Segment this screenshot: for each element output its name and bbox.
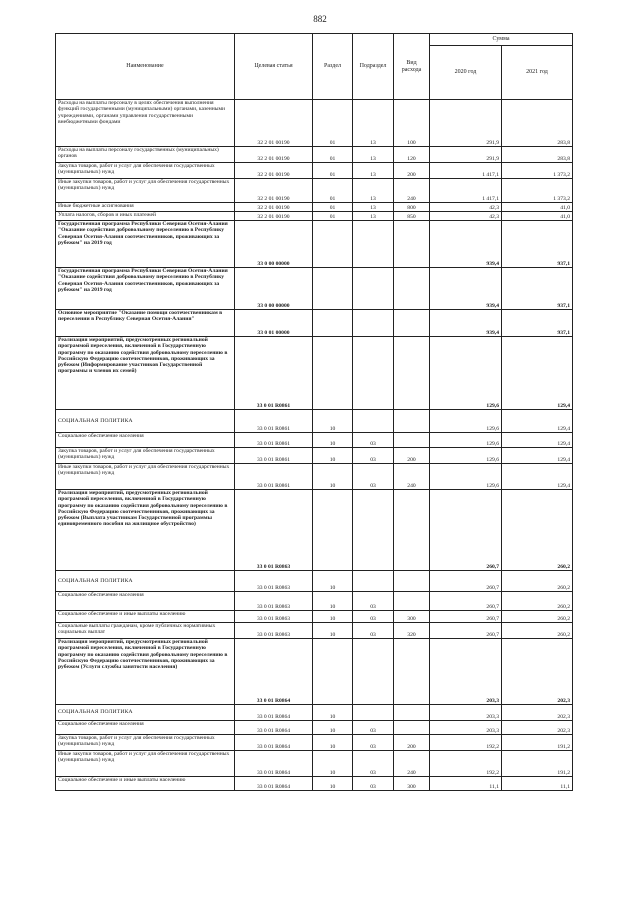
row-subsection	[353, 268, 394, 310]
row-expense-type: 200	[394, 163, 430, 179]
table-row	[56, 212, 573, 221]
row-subsection: 03	[353, 721, 394, 735]
header-year-2020: 2020 год	[430, 46, 502, 100]
row-name: СОЦИАЛЬНАЯ ПОЛИТИКА	[56, 410, 235, 433]
row-name: Закупка товаров, работ и услуг для обеспечения государственных (муниципальных) нужд	[56, 735, 235, 751]
row-sum-2020: 42,3	[430, 212, 502, 221]
row-section: 01	[313, 100, 353, 147]
table-row	[56, 777, 573, 791]
table-row	[56, 410, 573, 433]
page-number: 882	[313, 14, 327, 24]
row-subsection: 13	[353, 203, 394, 212]
row-sum-2020: 129,6	[430, 433, 502, 448]
row-section: 10	[313, 751, 353, 777]
row-target-code: 33 0 01 R0863	[235, 571, 313, 592]
row-target-code: 32 2 01 00190	[235, 212, 313, 221]
row-section: 10	[313, 410, 353, 433]
row-target-code: 33 0 01 R0863	[235, 592, 313, 611]
row-name: Реализация мероприятий, предусмотренных региональной программой переселения, включенной в Государственную программу по оказанию содействия добровольному переселению в Российскую Федерацию соотечественников, проживающих за рубежом (Услуги службы занятости населения)	[56, 639, 235, 705]
row-sum-2021: 202,3	[502, 721, 573, 735]
row-sum-2021: 11,1	[502, 777, 573, 791]
row-expense-type	[394, 592, 430, 611]
row-expense-type: 100	[394, 100, 430, 147]
row-sum-2020: 260,7	[430, 571, 502, 592]
row-expense-type: 120	[394, 147, 430, 163]
row-sum-2020: 129,6	[430, 448, 502, 464]
table-row	[56, 571, 573, 592]
row-name: Расходы на выплаты персоналу государственных (муниципальных) органов	[56, 147, 235, 163]
row-expense-type: 850	[394, 212, 430, 221]
row-target-code: 33 0 01 R0864	[235, 721, 313, 735]
table-row	[56, 592, 573, 611]
row-expense-type: 800	[394, 203, 430, 212]
row-target-code: 32 2 01 00190	[235, 179, 313, 203]
row-sum-2020: 260,7	[430, 592, 502, 611]
row-sum-2021: 937,1	[502, 268, 573, 310]
row-name: Закупка товаров, работ и услуг для обеспечения государственных (муниципальных) нужд	[56, 163, 235, 179]
row-section	[313, 490, 353, 571]
row-name: Иные закупки товаров, работ и услуг для обеспечения государственных (муниципальных) нужд	[56, 179, 235, 203]
row-subsection: 13	[353, 147, 394, 163]
row-name: Социальное обеспечение и иные выплаты населению	[56, 611, 235, 623]
row-subsection	[353, 571, 394, 592]
row-sum-2021: 260,2	[502, 623, 573, 639]
row-sum-2021: 202,3	[502, 705, 573, 721]
table-row	[56, 203, 573, 212]
row-name: Государственная программа Республики Северная Осетия-Алания "Оказание содействия добровольному переселению в Республику Северная Осетия-Алания соотечественников, проживающих за рубежом" на 2019 год	[56, 268, 235, 310]
row-sum-2021: 129,4	[502, 448, 573, 464]
row-subsection: 03	[353, 592, 394, 611]
row-target-code: 33 0 00 00000	[235, 221, 313, 268]
row-sum-2020: 203,3	[430, 721, 502, 735]
row-section: 01	[313, 147, 353, 163]
row-subsection: 03	[353, 751, 394, 777]
row-subsection: 13	[353, 163, 394, 179]
row-expense-type	[394, 310, 430, 337]
row-target-code: 33 0 01 R0863	[235, 623, 313, 639]
row-sum-2020: 939,4	[430, 268, 502, 310]
row-target-code: 33 0 01 R0861	[235, 433, 313, 448]
row-expense-type	[394, 721, 430, 735]
row-target-code: 33 0 01 R0863	[235, 490, 313, 571]
row-sum-2020: 203,3	[430, 639, 502, 705]
row-subsection: 03	[353, 448, 394, 464]
row-subsection	[353, 310, 394, 337]
row-sum-2020: 939,4	[430, 310, 502, 337]
row-target-code: 33 0 01 R0861	[235, 448, 313, 464]
table-row	[56, 147, 573, 163]
row-section: 01	[313, 203, 353, 212]
row-section: 10	[313, 623, 353, 639]
row-expense-type	[394, 639, 430, 705]
row-expense-type	[394, 490, 430, 571]
table-row	[56, 433, 573, 448]
table-row	[56, 721, 573, 735]
row-name: Иные закупки товаров, работ и услуг для обеспечения государственных (муниципальных) нужд	[56, 751, 235, 777]
row-subsection: 03	[353, 777, 394, 791]
header-name: Наименование	[56, 34, 235, 100]
row-section: 10	[313, 448, 353, 464]
row-expense-type: 240	[394, 179, 430, 203]
row-expense-type	[394, 571, 430, 592]
row-section	[313, 639, 353, 705]
row-sum-2021: 1 373,2	[502, 179, 573, 203]
row-subsection	[353, 705, 394, 721]
row-expense-type	[394, 705, 430, 721]
table-row	[56, 179, 573, 203]
row-subsection	[353, 490, 394, 571]
table-row	[56, 639, 573, 705]
table-row	[56, 448, 573, 464]
row-sum-2021: 283,8	[502, 147, 573, 163]
row-target-code: 33 0 01 R0864	[235, 639, 313, 705]
table-row	[56, 337, 573, 410]
row-name: Уплата налогов, сборов и иных платежей	[56, 212, 235, 221]
row-subsection: 13	[353, 212, 394, 221]
row-sum-2021: 129,4	[502, 337, 573, 410]
row-expense-type: 200	[394, 735, 430, 751]
row-subsection: 13	[353, 100, 394, 147]
row-sum-2021: 129,4	[502, 433, 573, 448]
row-sum-2020: 260,7	[430, 490, 502, 571]
table-row	[56, 735, 573, 751]
row-sum-2020: 939,4	[430, 221, 502, 268]
row-sum-2021: 1 373,2	[502, 163, 573, 179]
table-body	[56, 100, 573, 791]
row-name: Социальное обеспечение и иные выплаты населению	[56, 777, 235, 791]
header-expense-type: Вид расхода	[394, 34, 430, 100]
table-row	[56, 310, 573, 337]
row-target-code: 33 0 01 R0863	[235, 611, 313, 623]
row-section	[313, 221, 353, 268]
row-name: Иные закупки товаров, работ и услуг для обеспечения государственных (муниципальных) нужд	[56, 464, 235, 490]
row-section: 10	[313, 571, 353, 592]
row-sum-2021: 129,4	[502, 464, 573, 490]
row-subsection: 03	[353, 611, 394, 623]
row-name: Реализация мероприятий, предусмотренных региональной программой переселения, включенной в Государственную программу по оказанию содействия добровольному переселению в Российскую Федерацию соотечественников, проживающих за рубежом (Выплата участникам Государственной программы единовременного пособия на жилищное обустройство)	[56, 490, 235, 571]
row-expense-type	[394, 268, 430, 310]
row-sum-2021: 260,2	[502, 490, 573, 571]
row-name: Расходы на выплаты персоналу в целях обеспечения выполнения функций государственными (муниципальными) органами, казенными учреждениями, органами управления государственными внебюджетными фондами	[56, 100, 235, 147]
row-target-code: 33 0 01 00000	[235, 310, 313, 337]
row-expense-type: 240	[394, 464, 430, 490]
row-sum-2021: 283,8	[502, 100, 573, 147]
row-sum-2020: 42,3	[430, 203, 502, 212]
table-row	[56, 268, 573, 310]
row-section: 10	[313, 611, 353, 623]
row-subsection	[353, 337, 394, 410]
row-expense-type	[394, 410, 430, 433]
row-expense-type: 200	[394, 448, 430, 464]
row-expense-type: 320	[394, 623, 430, 639]
row-target-code: 33 0 01 R0861	[235, 464, 313, 490]
row-expense-type	[394, 433, 430, 448]
header-sum: Сумма	[430, 34, 573, 46]
row-name: Социальное обеспечение населения	[56, 721, 235, 735]
row-name: Социальное обеспечение населения	[56, 592, 235, 611]
row-name: Основное мероприятие "Оказание помощи соотечественникам в переселении в Республику Северная Осетия-Алания"	[56, 310, 235, 337]
row-subsection: 03	[353, 464, 394, 490]
row-sum-2021: 191,2	[502, 735, 573, 751]
row-sum-2020: 1 417,1	[430, 179, 502, 203]
row-expense-type: 240	[394, 751, 430, 777]
row-expense-type	[394, 221, 430, 268]
row-target-code: 33 0 01 R0864	[235, 735, 313, 751]
row-sum-2020: 203,3	[430, 705, 502, 721]
table-row	[56, 221, 573, 268]
row-sum-2021: 191,2	[502, 751, 573, 777]
table-row	[56, 490, 573, 571]
row-sum-2021: 937,1	[502, 221, 573, 268]
table-row	[56, 100, 573, 147]
row-expense-type: 300	[394, 611, 430, 623]
row-sum-2020: 129,6	[430, 337, 502, 410]
row-section: 10	[313, 464, 353, 490]
row-section	[313, 310, 353, 337]
row-sum-2020: 129,6	[430, 410, 502, 433]
row-sum-2020: 260,7	[430, 611, 502, 623]
row-section	[313, 337, 353, 410]
row-section: 01	[313, 179, 353, 203]
header-target: Целевая статья	[235, 34, 313, 100]
row-section: 01	[313, 163, 353, 179]
row-expense-type	[394, 337, 430, 410]
row-sum-2021: 41,0	[502, 203, 573, 212]
row-name: Иные бюджетные ассигнования	[56, 203, 235, 212]
row-name: СОЦИАЛЬНАЯ ПОЛИТИКА	[56, 571, 235, 592]
table-row	[56, 163, 573, 179]
row-expense-type: 300	[394, 777, 430, 791]
row-subsection: 03	[353, 623, 394, 639]
header-year-2021: 2021 год	[502, 46, 573, 100]
row-name: Социальное обеспечение населения	[56, 433, 235, 448]
row-sum-2020: 291,9	[430, 100, 502, 147]
row-sum-2020: 11,1	[430, 777, 502, 791]
row-section: 01	[313, 212, 353, 221]
row-sum-2020: 192,2	[430, 735, 502, 751]
row-subsection: 03	[353, 735, 394, 751]
row-target-code: 32 2 01 00190	[235, 203, 313, 212]
row-section: 10	[313, 735, 353, 751]
row-subsection: 03	[353, 433, 394, 448]
row-sum-2021: 41,0	[502, 212, 573, 221]
row-name: Социальные выплаты гражданам, кроме публичных нормативных социальных выплат	[56, 623, 235, 639]
row-section: 10	[313, 433, 353, 448]
row-target-code: 33 0 01 R0864	[235, 751, 313, 777]
budget-table	[55, 33, 573, 791]
row-sum-2020: 1 417,1	[430, 163, 502, 179]
row-name: Государственная программа Республики Северная Осетия-Алания "Оказание содействия добровольному переселению в Республику Северная Осетия-Алания соотечественников, проживающих за рубежом" на 2019 год	[56, 221, 235, 268]
row-sum-2021: 202,3	[502, 639, 573, 705]
row-section: 10	[313, 592, 353, 611]
row-section: 10	[313, 705, 353, 721]
row-sum-2021: 260,2	[502, 611, 573, 623]
row-sum-2021: 260,2	[502, 592, 573, 611]
row-target-code: 33 0 01 R0861	[235, 410, 313, 433]
row-sum-2020: 291,9	[430, 147, 502, 163]
row-target-code: 33 0 01 R0864	[235, 705, 313, 721]
table-row	[56, 751, 573, 777]
table-row	[56, 464, 573, 490]
row-sum-2020: 260,7	[430, 623, 502, 639]
row-target-code: 33 0 01 R0861	[235, 337, 313, 410]
row-section	[313, 268, 353, 310]
header-subsection: Подраздел	[353, 34, 394, 100]
row-section: 10	[313, 721, 353, 735]
table-row	[56, 623, 573, 639]
row-name: Закупка товаров, работ и услуг для обеспечения государственных (муниципальных) нужд	[56, 448, 235, 464]
row-subsection	[353, 410, 394, 433]
row-sum-2021: 260,2	[502, 571, 573, 592]
row-target-code: 33 0 00 00000	[235, 268, 313, 310]
row-target-code: 32 2 01 00190	[235, 100, 313, 147]
header-section: Раздел	[313, 34, 353, 100]
row-target-code: 33 0 01 R0864	[235, 777, 313, 791]
row-sum-2020: 129,6	[430, 464, 502, 490]
row-name: Реализация мероприятий, предусмотренных региональной программой переселения, включенной в Государственную программу по оказанию содействия добровольному переселению в Российскую Федерацию соотечественников, проживающих за рубежом (Информирование участников Государственной программы и членов их семей)	[56, 337, 235, 410]
row-subsection: 13	[353, 179, 394, 203]
table-row	[56, 611, 573, 623]
row-sum-2020: 192,2	[430, 751, 502, 777]
row-sum-2021: 937,1	[502, 310, 573, 337]
row-subsection	[353, 639, 394, 705]
row-target-code: 32 2 01 00190	[235, 163, 313, 179]
row-target-code: 32 2 01 00190	[235, 147, 313, 163]
table-row	[56, 705, 573, 721]
row-subsection	[353, 221, 394, 268]
row-section: 10	[313, 777, 353, 791]
row-name: СОЦИАЛЬНАЯ ПОЛИТИКА	[56, 705, 235, 721]
row-sum-2021: 129,4	[502, 410, 573, 433]
